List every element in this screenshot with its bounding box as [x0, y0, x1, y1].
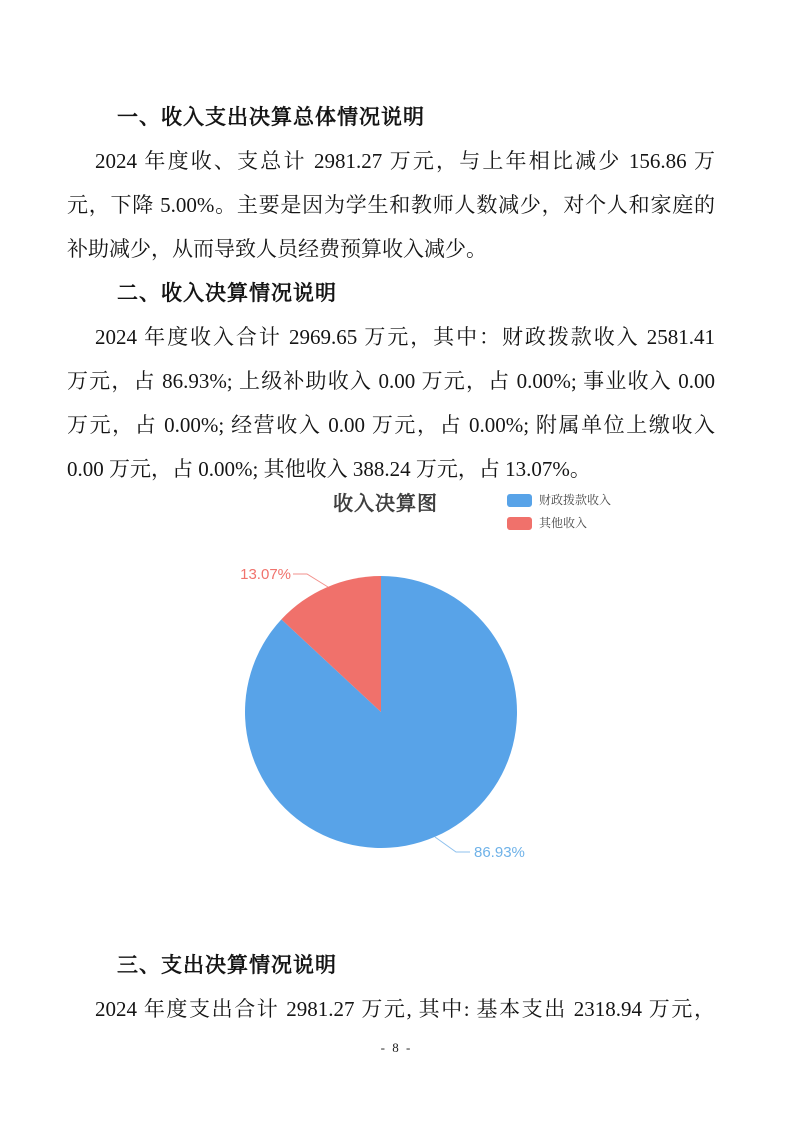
text-block-top — [67, 95, 715, 491]
income-pie-chart — [0, 485, 793, 885]
legend-swatch-red-icon — [507, 517, 532, 530]
chart-title: 收入决算图 — [333, 493, 438, 515]
pie-chart-canvas — [0, 485, 793, 885]
pie-label-other-percent: 13.07% — [240, 566, 291, 583]
text-block-bottom — [67, 943, 715, 1031]
legend-item-other-income — [507, 517, 611, 530]
legend-label: 其他收入 — [539, 516, 588, 530]
legend-label: 财政拨款收入 — [539, 493, 612, 507]
label-line-other-income — [293, 574, 328, 587]
section2-paragraph-line: 万元，占 86.93%; 上级补助收入 0.00 万元，占 0.00%; 事业收入 0.00 — [67, 369, 715, 393]
section1-paragraph-line: 2024 年度收、支总计 2981.27 万元，与上年相比减少 156.86 万 — [95, 149, 715, 173]
legend-item-fiscal-appropriation — [507, 494, 611, 507]
section1-heading: 一、收入支出决算总体情况说明 — [117, 105, 425, 129]
pie-label-fiscal-percent: 86.93% — [474, 844, 525, 861]
chart-legend — [507, 494, 611, 540]
page-number: - 8 - — [380, 1040, 413, 1055]
section2-paragraph-line: 万元，占 0.00%; 经营收入 0.00 万元，占 0.00%; 附属单位上缴收入 — [67, 413, 715, 437]
legend-swatch-blue-icon — [507, 494, 532, 507]
section2-paragraph-line: 2024 年度收入合计 2969.65 万元，其中：财政拨款收入 2581.41 — [95, 325, 715, 349]
section2-paragraph-line: 0.00 万元，占 0.00%; 其他收入 388.24 万元，占 13.07%。 — [67, 457, 591, 481]
section1-paragraph-line: 元，下降 5.00%。主要是因为学生和教师人数减少，对个人和家庭的 — [67, 193, 715, 217]
label-line-fiscal-appropriation — [435, 837, 470, 852]
section1-paragraph-line: 补助减少，从而导致人员经费预算收入减少。 — [67, 237, 487, 261]
section3-heading: 三、支出决算情况说明 — [117, 953, 337, 977]
section3-paragraph-line: 2024 年度支出合计 2981.27 万元, 其中: 基本支出 2318.94 万元， — [95, 997, 715, 1021]
section2-heading: 二、收入决算情况说明 — [117, 281, 337, 305]
